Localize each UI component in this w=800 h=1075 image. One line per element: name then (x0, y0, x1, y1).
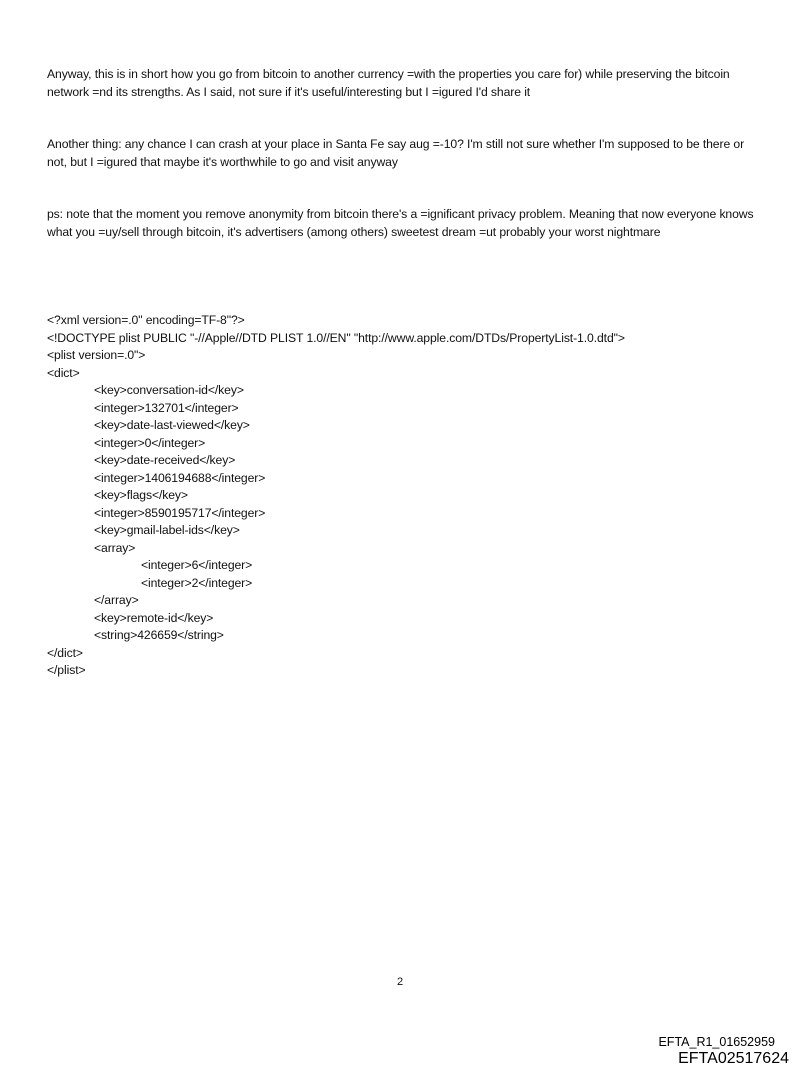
body-paragraph-1: Anyway, this is in short how you go from bitcoin to another currency =with the properties you care for) while preserving the bitcoin network =nd its strengths. As I said, not sure if it's useful/interesting but I =igured I'd share it (47, 67, 730, 99)
plist-entry: <string>426659</string> (94, 628, 224, 642)
dict-close-tag: </dict> (47, 645, 83, 660)
body-paragraph-2: Another thing: any chance I can crash at your place in Santa Fe say aug =-10? I'm still not sure whether I'm supposed to be there or not, but I =igured that maybe it's worthwhile to go and visit anyway (47, 137, 745, 169)
bates-stamp-primary: EFTA_R1_01652959 (658, 1035, 775, 1049)
body-paragraph-3: ps: note that the moment you remove anonymity from bitcoin there's a =ignificant privacy problem. Meaning that now everyone knows what you =uy/sell through bitcoin, it's advertisers (among others) sweetest dream =ut probably your worst nightmare (47, 207, 754, 239)
array-item: <integer>6</integer> (141, 558, 253, 572)
dict-open-tag: <dict> (47, 365, 80, 380)
plist-close-tag: </plist> (47, 663, 86, 677)
plist-entry: <key>date-last-viewed</key> (94, 418, 250, 432)
plist-entry: <key>date-received</key> (94, 453, 236, 467)
array-open-tag: <array> (94, 540, 136, 555)
array-close-tag: </array> (94, 593, 139, 607)
plist-entry: <integer>1406194688</integer> (94, 470, 266, 485)
plist-entry: <key>remote-id</key> (94, 610, 214, 625)
page-number: 2 (396, 976, 404, 988)
plist-entry: <integer>0</integer> (94, 435, 206, 450)
bates-stamp-secondary: EFTA02517624 (678, 1050, 789, 1067)
plist-entry: <key>conversation-id</key> (94, 383, 244, 397)
plist-entry: <integer>132701</integer> (94, 400, 239, 415)
plist-entry: <integer>8590195717</integer> (94, 505, 266, 520)
plist-open-tag: <plist version=.0"> (47, 348, 146, 362)
plist-entry: <key>gmail-label-ids</key> (94, 523, 240, 537)
plist-block (47, 312, 747, 680)
plist-xml-declaration: <?xml version=.0" encoding=TF-8"?> (47, 313, 245, 327)
plist-doctype: <!DOCTYPE plist PUBLIC "-//Apple//DTD PLIST 1.0//EN" "http://www.apple.com/DTDs/PropertyList-1.0.dtd"> (47, 330, 625, 345)
plist-entry: <key>flags</key> (94, 488, 188, 502)
array-item: <integer>2</integer> (141, 575, 253, 590)
